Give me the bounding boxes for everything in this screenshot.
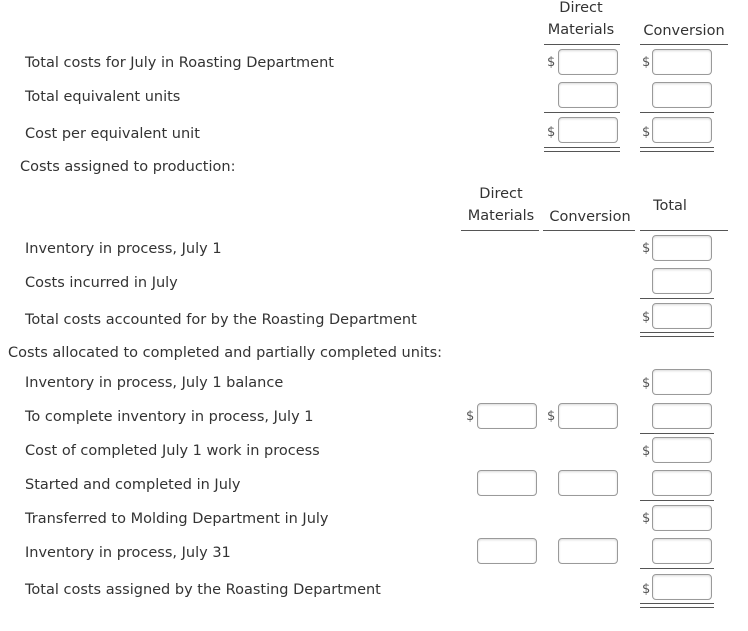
row-label-started-completed: Started and completed in July <box>25 477 241 493</box>
total-transferred-input[interactable] <box>652 505 712 531</box>
header-materials-label: Materials <box>547 22 615 38</box>
underline-inventory-july31 <box>640 568 714 569</box>
total-accounted-input[interactable] <box>652 303 712 329</box>
underline-costs-incurred <box>640 298 714 299</box>
dm-inventory-july31-input[interactable] <box>477 538 537 564</box>
dm-to-complete-input[interactable] <box>477 403 537 429</box>
row-label-total-assigned: Total costs assigned by the Roasting Department <box>25 582 381 598</box>
total-assigned-input[interactable] <box>652 574 712 600</box>
header-direct-label: Direct <box>479 186 523 202</box>
conv-cost-per-unit-input[interactable] <box>652 117 712 143</box>
header-direct-label: Direct <box>559 0 603 16</box>
underline-conv-units <box>640 112 714 113</box>
header-conversion-top: Conversion <box>643 23 725 39</box>
dollar-sign: $ <box>642 55 651 70</box>
double-underline-total-assigned <box>640 603 714 608</box>
header-underline-conv-top <box>640 44 728 45</box>
row-label-inventory-july1: Inventory in process, July 1 <box>25 241 222 257</box>
row-label-total-accounted: Total costs accounted for by the Roasting Department <box>25 312 417 328</box>
dm-equivalent-units-input[interactable] <box>558 82 618 108</box>
conv-inventory-july31-input[interactable] <box>558 538 618 564</box>
underline-started-completed <box>640 500 714 501</box>
total-started-completed-input[interactable] <box>652 470 712 496</box>
dollar-sign: $ <box>642 444 651 459</box>
conv-total-costs-input[interactable] <box>652 49 712 75</box>
dollar-sign: $ <box>642 511 651 526</box>
conv-to-complete-input[interactable] <box>558 403 618 429</box>
total-inventory-july1-input[interactable] <box>652 235 712 261</box>
dollar-sign: $ <box>642 310 651 325</box>
section-costs-allocated: Costs allocated to completed and partially completed units: <box>8 345 443 361</box>
row-label-inventory-july1-balance: Inventory in process, July 1 balance <box>25 375 284 391</box>
dollar-sign: $ <box>547 125 556 140</box>
row-label-cost-per-unit: Cost per equivalent unit <box>25 126 200 142</box>
header-underline-total-bottom <box>640 230 728 231</box>
header-underline-dm-bottom <box>461 230 539 231</box>
dollar-sign: $ <box>547 409 556 424</box>
dollar-sign: $ <box>642 241 651 256</box>
conv-equivalent-units-input[interactable] <box>652 82 712 108</box>
underline-to-complete <box>640 433 714 434</box>
row-label-total-equivalent-units: Total equivalent units <box>25 89 181 105</box>
dollar-sign: $ <box>642 125 651 140</box>
total-inventory-july31-input[interactable] <box>652 538 712 564</box>
double-underline-conv-cpu <box>640 147 714 152</box>
dollar-sign: $ <box>642 376 651 391</box>
conv-started-completed-input[interactable] <box>558 470 618 496</box>
dm-started-completed-input[interactable] <box>477 470 537 496</box>
header-underline-conv-bottom <box>543 230 635 231</box>
total-to-complete-input[interactable] <box>652 403 712 429</box>
total-inventory-july1-balance-input[interactable] <box>652 369 712 395</box>
row-label-cost-completed: Cost of completed July 1 work in process <box>25 443 320 459</box>
dm-total-costs-input[interactable] <box>558 49 618 75</box>
dollar-sign: $ <box>547 55 556 70</box>
header-underline-dm-top <box>544 44 620 45</box>
total-costs-incurred-input[interactable] <box>652 268 712 294</box>
dollar-sign: $ <box>466 409 475 424</box>
section-costs-assigned: Costs assigned to production: <box>20 159 236 175</box>
row-label-total-costs: Total costs for July in Roasting Department <box>25 55 334 71</box>
header-direct-materials-top <box>544 0 618 41</box>
header-direct-materials-bottom <box>461 183 541 227</box>
total-cost-completed-input[interactable] <box>652 437 712 463</box>
header-total-bottom: Total <box>653 198 687 214</box>
row-label-inventory-july31: Inventory in process, July 31 <box>25 545 231 561</box>
double-underline-dm-cpu <box>544 147 620 152</box>
underline-dm-units <box>544 112 620 113</box>
row-label-to-complete: To complete inventory in process, July 1 <box>25 409 314 425</box>
header-conversion-bottom: Conversion <box>549 209 631 225</box>
row-label-costs-incurred: Costs incurred in July <box>25 275 178 291</box>
dm-cost-per-unit-input[interactable] <box>558 117 618 143</box>
row-label-transferred: Transferred to Molding Department in July <box>25 511 329 527</box>
double-underline-total-accounted <box>640 332 714 337</box>
dollar-sign: $ <box>642 582 651 597</box>
header-materials-label: Materials <box>467 208 535 224</box>
